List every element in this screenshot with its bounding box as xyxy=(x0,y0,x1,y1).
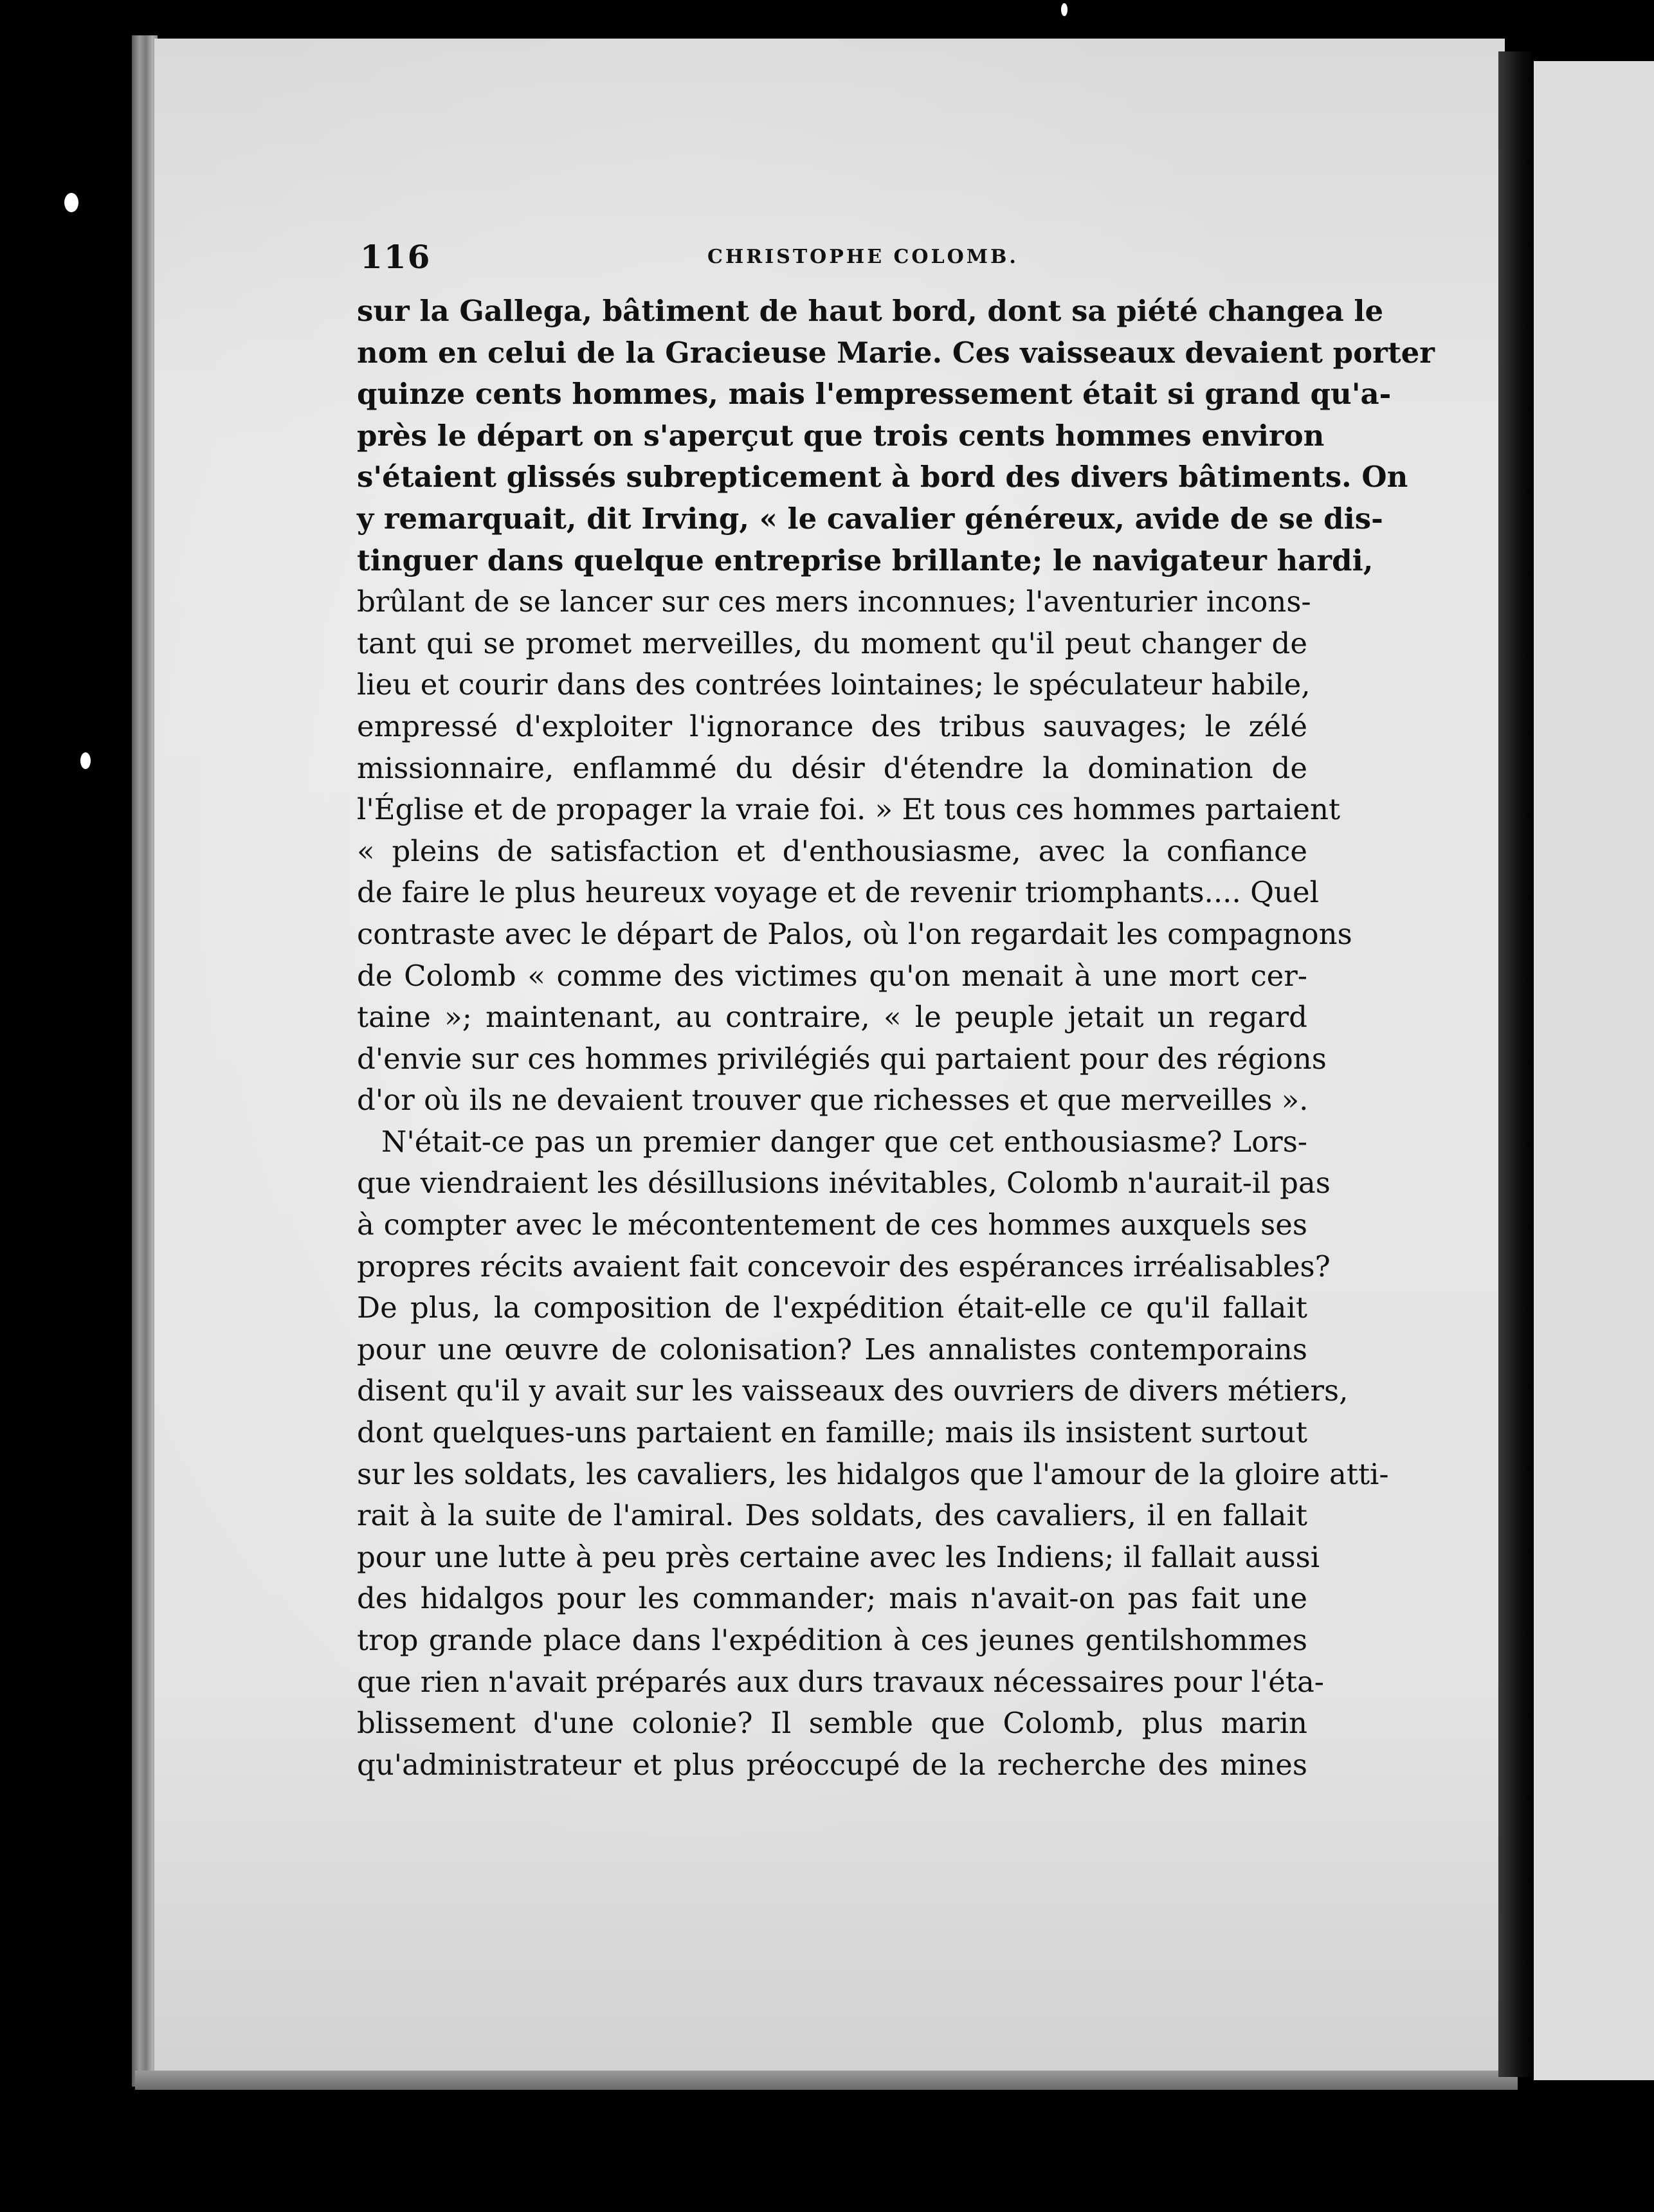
page-bottom-edge xyxy=(135,2071,1518,2090)
text-line: De plus, la composition de l'expédition était-elle ce qu'il fallait xyxy=(357,1291,1307,1325)
text-line: propres récits avaient fait concevoir des espérances irréalisables? xyxy=(357,1249,1331,1283)
text-line: blissement d'une colonie? Il semble que Colomb, plus marin xyxy=(357,1706,1307,1741)
text-line: rait à la suite de l'amiral. Des soldats, des cavaliers, il en fallait xyxy=(357,1498,1307,1533)
page-header xyxy=(360,238,1325,276)
text-line: que rien n'avait préparés aux durs travaux nécessaires pour l'éta- xyxy=(357,1664,1325,1699)
page-stack-edge xyxy=(132,35,158,2087)
text-line: empressé d'exploiter l'ignorance des tribus sauvages; le zélé xyxy=(357,709,1307,743)
body-text xyxy=(357,291,1435,1786)
facing-page-edge xyxy=(1534,61,1654,2080)
text-line: de Colomb « comme des victimes qu'on menait à une mort cer- xyxy=(357,958,1307,993)
text-line: trop grande place dans l'expédition à ces jeunes gentilshommes xyxy=(357,1623,1307,1657)
text-line: « pleins de satisfaction et d'enthousiasme, avec la confiance xyxy=(357,833,1307,868)
text-line: tant qui se promet merveilles, du moment qu'il peut changer de xyxy=(357,626,1307,660)
text-line: dont quelques-uns partaient en famille; mais ils insistent surtout xyxy=(357,1415,1307,1450)
text-line: quinze cents hommes, mais l'empressement était si grand qu'a- xyxy=(357,377,1392,412)
text-line: s'étaient glissés subrepticement à bord des divers bâtiments. On xyxy=(357,460,1408,494)
scan-speck xyxy=(64,193,78,212)
text-line: tinguer dans quelque entreprise brillante; le navigateur hardi, xyxy=(357,543,1374,577)
text-line: lieu et courir dans des contrées lointaines; le spéculateur habile, xyxy=(357,667,1311,702)
book-gutter xyxy=(1498,51,1534,2077)
text-line: taine »; maintenant, au contraire, « le peuple jetait un regard xyxy=(357,1000,1307,1035)
running-title: CHRISTOPHE COLOMB. xyxy=(707,246,1019,268)
text-line: sur la Gallega, bâtiment de haut bord, dont sa piété changea le xyxy=(357,294,1384,328)
text-line: à compter avec le mécontentement de ces hommes auxquels ses xyxy=(357,1208,1307,1242)
text-line: pour une lutte à peu près certaine avec les Indiens; il fallait aussi xyxy=(357,1539,1320,1574)
text-line: des hidalgos pour les commander; mais n'avait-on pas fait une xyxy=(357,1581,1307,1616)
text-line: y remarquait, dit Irving, « le cavalier généreux, avide de se dis- xyxy=(357,501,1383,536)
text-line: contraste avec le départ de Palos, où l'on regardait les compagnons xyxy=(357,916,1352,951)
text-line: d'or où ils ne devaient trouver que richesses et que merveilles ». xyxy=(357,1083,1309,1118)
text-line: que viendraient les désillusions inévitables, Colomb n'aurait-il pas xyxy=(357,1166,1331,1201)
text-line: sur les soldats, les cavaliers, les hidalgos que l'amour de la gloire atti- xyxy=(357,1456,1389,1491)
text-line: qu'administrateur et plus préoccupé de la recherche des mines xyxy=(357,1747,1307,1782)
text-line: N'était-ce pas un premier danger que cet enthousiasme? Lors- xyxy=(381,1124,1307,1159)
text-line: pour une œuvre de colonisation? Les annalistes contemporains xyxy=(357,1332,1307,1366)
scan-speck xyxy=(1061,3,1068,16)
text-line: disent qu'il y avait sur les vaisseaux des ouvriers de divers métiers, xyxy=(357,1373,1349,1408)
page-number: 116 xyxy=(360,238,432,276)
text-line: missionnaire, enflammé du désir d'étendre la domination de xyxy=(357,750,1307,785)
text-line: près le départ on s'aperçut que trois cents hommes environ xyxy=(357,418,1325,453)
text-line: nom en celui de la Gracieuse Marie. Ces vaisseaux devaient porter xyxy=(357,335,1435,370)
text-line: d'envie sur ces hommes privilégiés qui partaient pour des régions xyxy=(357,1041,1327,1076)
text-line: de faire le plus heureux voyage et de revenir triomphants.... Quel xyxy=(357,875,1319,910)
text-line: brûlant de se lancer sur ces mers inconnues; l'aventurier incons- xyxy=(357,585,1311,619)
scan-speck xyxy=(80,752,91,769)
text-line: l'Église et de propager la vraie foi. » Et tous ces hommes partaient xyxy=(357,792,1341,827)
